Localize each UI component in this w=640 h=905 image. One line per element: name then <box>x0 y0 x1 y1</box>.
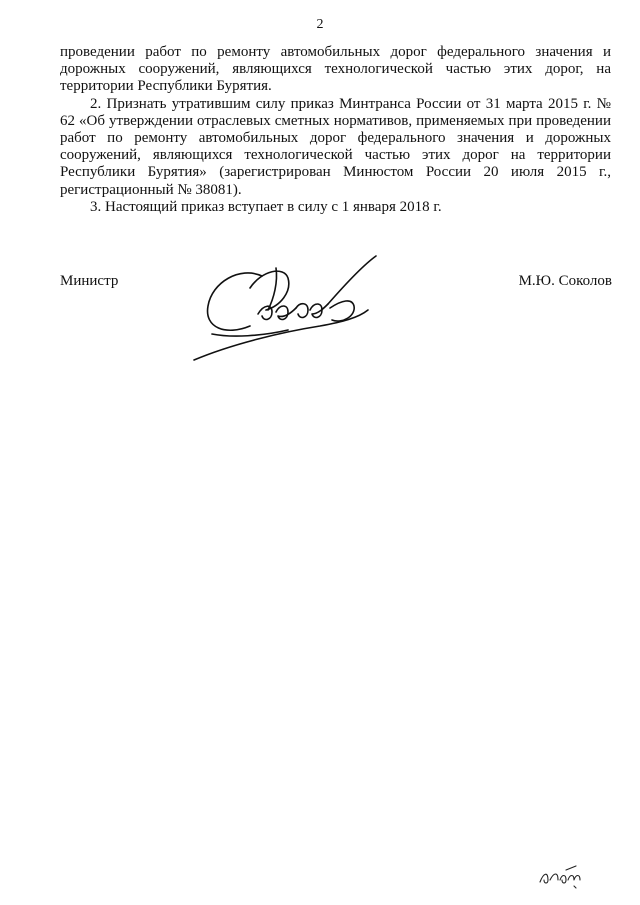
paragraph-item-2: 2. Признать утратившим силу приказ Минтранса России от 31 марта 2015 г. № 62 «Об утверждении отраслевых сметных нормативов, применяемых при проведении работ по ремонту автомобильных дорог федерального значения и дорожных сооружений, являющихся технологической частью этих дорог на территории Республики Бурятия» (зарегистрирован Минюстом России 20 июля 2015 г., регистрационный № 38081). <box>60 95 611 198</box>
signer-name: М.Ю. Соколов <box>518 273 612 289</box>
signer-position: Министр <box>60 273 119 289</box>
initials-mark <box>536 862 588 890</box>
paragraph-item-3: 3. Настоящий приказ вступает в силу с 1 января 2018 г. <box>90 198 442 215</box>
page-number: 2 <box>316 17 324 32</box>
paragraph-continuation: проведении работ по ремонту автомобильных дорог федерального значения и дорожных сооружений, являющихся технологической частью этих дорог, на территории Республики Бурятия. <box>60 44 611 95</box>
handwritten-signature <box>192 248 392 368</box>
document-body <box>60 44 611 216</box>
